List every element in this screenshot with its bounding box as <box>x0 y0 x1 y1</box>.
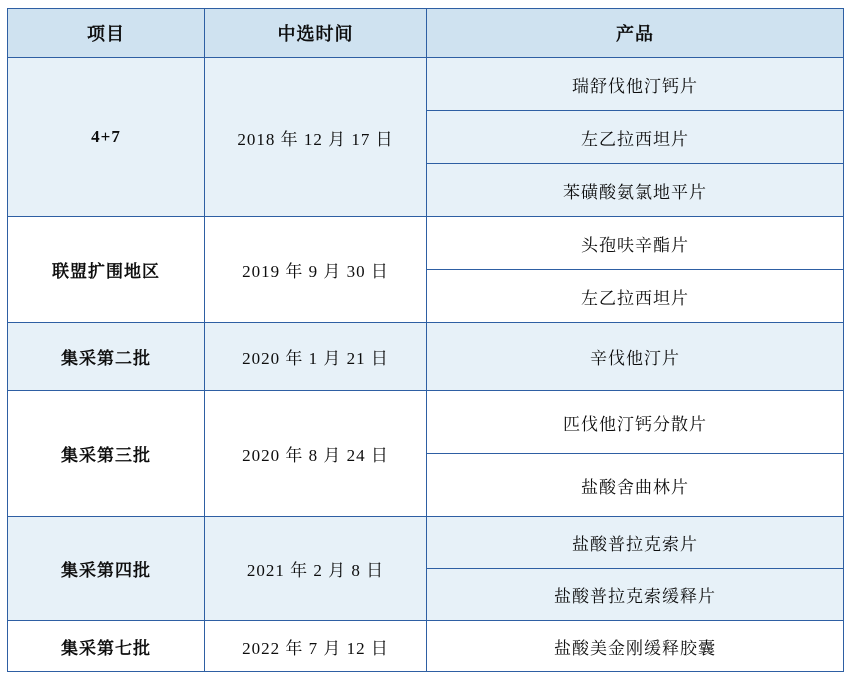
cell-date: 2020 年 8 月 24 日 <box>205 391 427 517</box>
cell-project: 集采第四批 <box>8 517 205 621</box>
document-page <box>0 8 850 699</box>
cell-date: 2019 年 9 月 30 日 <box>205 217 427 323</box>
table-row <box>8 517 844 569</box>
column-header-date: 中选时间 <box>205 9 427 58</box>
cell-date: 2022 年 7 月 12 日 <box>205 621 427 672</box>
table-row <box>8 391 844 454</box>
table-row <box>8 217 844 270</box>
cell-product: 瑞舒伐他汀钙片 <box>427 58 844 111</box>
cell-product: 盐酸舍曲林片 <box>427 454 844 517</box>
cell-product: 盐酸普拉克索缓释片 <box>427 569 844 621</box>
cell-product: 匹伐他汀钙分散片 <box>427 391 844 454</box>
column-header-project: 项目 <box>8 9 205 58</box>
table-head <box>8 9 844 58</box>
cell-product: 盐酸普拉克索片 <box>427 517 844 569</box>
table-row <box>8 621 844 672</box>
cell-date: 2021 年 2 月 8 日 <box>205 517 427 621</box>
table-body <box>8 58 844 672</box>
cell-product: 盐酸美金刚缓释胶囊 <box>427 621 844 672</box>
cell-project: 集采第二批 <box>8 323 205 391</box>
cell-project: 联盟扩围地区 <box>8 217 205 323</box>
column-header-product: 产品 <box>427 9 844 58</box>
cell-date: 2018 年 12 月 17 日 <box>205 58 427 217</box>
table-row <box>8 323 844 391</box>
cell-product: 辛伐他汀片 <box>427 323 844 391</box>
cell-project: 集采第三批 <box>8 391 205 517</box>
procurement-table <box>7 8 844 672</box>
cell-project: 4+7 <box>8 58 205 217</box>
cell-product: 头孢呋辛酯片 <box>427 217 844 270</box>
cell-product: 左乙拉西坦片 <box>427 270 844 323</box>
cell-product: 左乙拉西坦片 <box>427 111 844 164</box>
table-row <box>8 58 844 111</box>
cell-product: 苯磺酸氨氯地平片 <box>427 164 844 217</box>
table-header-row <box>8 9 844 58</box>
cell-project: 集采第七批 <box>8 621 205 672</box>
cell-date: 2020 年 1 月 21 日 <box>205 323 427 391</box>
